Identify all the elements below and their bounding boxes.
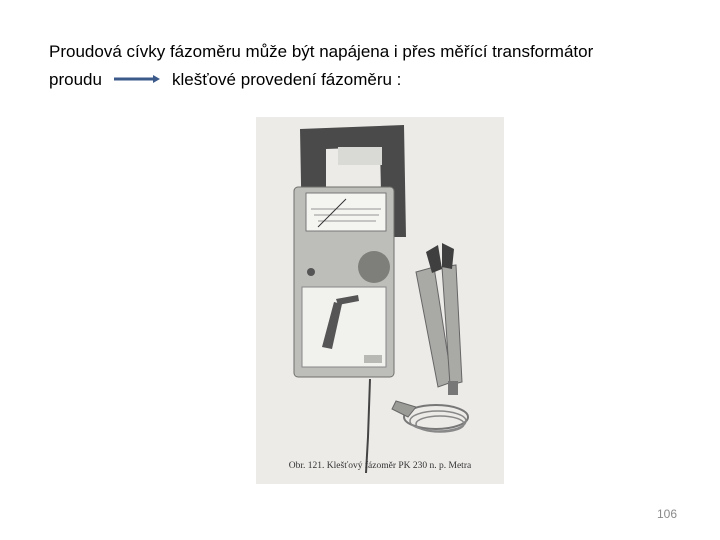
figure-caption: Obr. 121. Klešťový fázoměr PK 230 n. p. Metra	[288, 461, 472, 471]
text-line-2-end: klešťové provedení fázoměru :	[172, 70, 402, 89]
text-line-1: Proudová cívky fázoměru může být napájena i přes měřící transformátor	[49, 42, 594, 61]
page-number: 106	[656, 507, 677, 521]
text-line-2-start: proudu	[49, 70, 102, 89]
arrow-right-icon	[113, 73, 161, 85]
clamp-meter-photo	[256, 117, 504, 484]
